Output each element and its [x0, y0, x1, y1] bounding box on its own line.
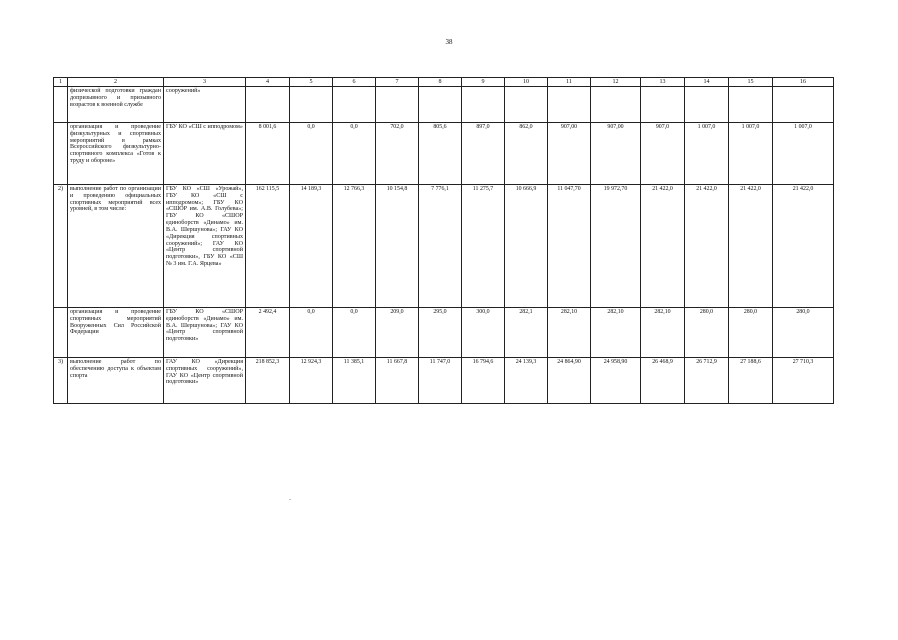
funding-value: 21 422,0	[729, 185, 773, 308]
column-number-6: 6	[333, 78, 376, 87]
funding-value	[729, 87, 773, 123]
column-number-10: 10	[505, 78, 548, 87]
funding-value: 907,00	[548, 123, 591, 185]
funding-value: 12 924,3	[290, 358, 333, 404]
funding-value: 11 275,7	[462, 185, 505, 308]
executor: ГАУ КО «Дирекция спортивных сооружений», ГАУ КО «Центр спортивной подготовки»	[164, 358, 246, 404]
scan-mark	[289, 499, 291, 500]
funding-value: 12 766,3	[333, 185, 376, 308]
funding-value: 300,0	[462, 308, 505, 358]
funding-value: 11 047,70	[548, 185, 591, 308]
funding-value	[641, 87, 685, 123]
funding-value	[591, 87, 641, 123]
funding-value: 19 972,70	[591, 185, 641, 308]
funding-value: 702,0	[376, 123, 419, 185]
funding-value: 0,0	[333, 123, 376, 185]
funding-value: 862,0	[505, 123, 548, 185]
funding-value: 11 385,1	[333, 358, 376, 404]
funding-value: 282,10	[548, 308, 591, 358]
activity-description: организация и проведение спортивных мероприятий Вооруженных Сил Российской Федерации	[68, 308, 164, 358]
funding-value	[290, 87, 333, 123]
funding-value: 24 139,3	[505, 358, 548, 404]
column-number-3: 3	[164, 78, 246, 87]
funding-value: 1 007,0	[773, 123, 834, 185]
funding-value	[419, 87, 462, 123]
funding-value: 10 154,8	[376, 185, 419, 308]
funding-value: 11 667,8	[376, 358, 419, 404]
column-number-9: 9	[462, 78, 505, 87]
funding-value: 8 001,6	[246, 123, 290, 185]
funding-value: 805,6	[419, 123, 462, 185]
funding-value: 282,10	[591, 308, 641, 358]
column-number-15: 15	[729, 78, 773, 87]
activity-description: физической подготовки граждан допризывного и призывного возрастов к военной службе	[68, 87, 164, 123]
funding-value: 1 007,0	[685, 123, 729, 185]
funding-value: 21 422,0	[773, 185, 834, 308]
funding-value: 0,0	[290, 308, 333, 358]
funding-value	[333, 87, 376, 123]
funding-value: 282,10	[641, 308, 685, 358]
column-number-7: 7	[376, 78, 419, 87]
funding-value: 16 794,6	[462, 358, 505, 404]
funding-value: 21 422,0	[685, 185, 729, 308]
table-row	[54, 358, 834, 404]
table-row	[54, 123, 834, 185]
column-number-header	[54, 78, 834, 87]
column-number-13: 13	[641, 78, 685, 87]
row-number	[54, 87, 68, 123]
activity-description: организация и проведение физкультурных и спортивных мероприятий в рамках Всероссийского физкультурно-спортивного комплекса «Готов к труду и обороне»	[68, 123, 164, 185]
executor: ГБУ КО «СШ с ипподромом»	[164, 123, 246, 185]
funding-value	[548, 87, 591, 123]
funding-value	[505, 87, 548, 123]
funding-value: 0,0	[290, 123, 333, 185]
funding-value: 27 188,6	[729, 358, 773, 404]
executor: ГБУ КО «СШ «Урожай», ГБУ КО «СШ с ипподромом»; ГБУ КО «СШОР им. А.В. Голубева»; ГБУ КО «СШОР единоборств «Динамо» им. В.А. Шершунова»; ГАУ КО «Дирекция спортивных сооружений»; ГАУ КО «Центр спортивной подготовки», ГБУ КО «СШ № 3 им. Г.А. Ярцева»	[164, 185, 246, 308]
funding-value: 907,00	[591, 123, 641, 185]
funding-value: 280,0	[773, 308, 834, 358]
activity-description: выполнение работ по организации и проведению официальных спортивных мероприятий всех уровней, в том числе:	[68, 185, 164, 308]
funding-value: 11 747,0	[419, 358, 462, 404]
funding-value: 7 776,1	[419, 185, 462, 308]
column-number-11: 11	[548, 78, 591, 87]
column-number-14: 14	[685, 78, 729, 87]
funding-value: 24 864,90	[548, 358, 591, 404]
column-number-5: 5	[290, 78, 333, 87]
funding-value: 14 189,3	[290, 185, 333, 308]
table-row	[54, 185, 834, 308]
column-number-1: 1	[54, 78, 68, 87]
funding-value: 209,0	[376, 308, 419, 358]
funding-value	[462, 87, 505, 123]
funding-value	[376, 87, 419, 123]
funding-value: 280,0	[685, 308, 729, 358]
column-number-12: 12	[591, 78, 641, 87]
column-number-8: 8	[419, 78, 462, 87]
activity-description: выполнение работ по обеспечению доступа к объектам спорта	[68, 358, 164, 404]
funding-value: 280,0	[729, 308, 773, 358]
column-number-2: 2	[68, 78, 164, 87]
funding-value: 27 710,3	[773, 358, 834, 404]
page-number: 38	[445, 38, 453, 46]
column-number-16: 16	[773, 78, 834, 87]
funding-value	[685, 87, 729, 123]
row-number	[54, 123, 68, 185]
funding-value: 1 007,0	[729, 123, 773, 185]
funding-value: 24 958,90	[591, 358, 641, 404]
funding-value: 907,0	[641, 123, 685, 185]
funding-value	[246, 87, 290, 123]
funding-value: 26 712,9	[685, 358, 729, 404]
funding-value: 21 422,0	[641, 185, 685, 308]
row-number: 2)	[54, 185, 68, 308]
row-number: 3)	[54, 358, 68, 404]
column-number-4: 4	[246, 78, 290, 87]
funding-value: 295,0	[419, 308, 462, 358]
executor: сооружений»	[164, 87, 246, 123]
funding-value: 162 115,5	[246, 185, 290, 308]
funding-value: 10 666,9	[505, 185, 548, 308]
funding-value: 0,0	[333, 308, 376, 358]
funding-value: 897,0	[462, 123, 505, 185]
executor: ГБУ КО «СШОР единоборств «Динамо» им. В.А. Шершунова»; ГАУ КО «Центр спортивной подготовки»	[164, 308, 246, 358]
table-row	[54, 87, 834, 123]
funding-value: 26 468,9	[641, 358, 685, 404]
table-row	[54, 308, 834, 358]
program-table	[53, 77, 834, 404]
funding-value	[773, 87, 834, 123]
row-number	[54, 308, 68, 358]
funding-value: 2 492,4	[246, 308, 290, 358]
funding-value: 282,1	[505, 308, 548, 358]
funding-value: 218 852,3	[246, 358, 290, 404]
table-body	[54, 78, 834, 404]
